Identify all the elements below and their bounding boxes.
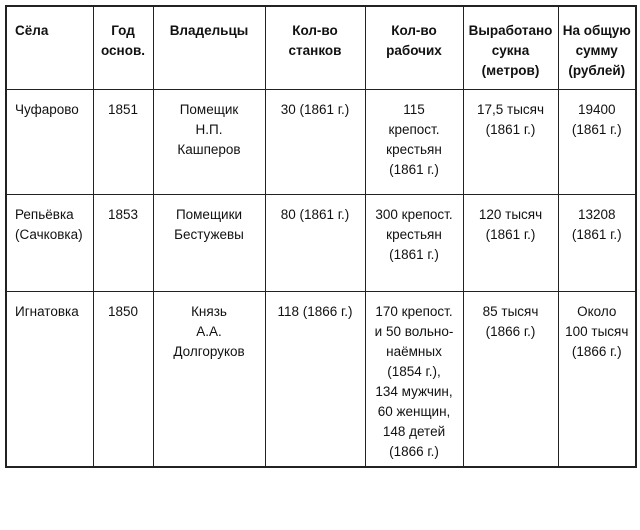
cell-looms: 30 (1861 г.) <box>265 90 365 195</box>
cell-year: 1850 <box>93 292 153 468</box>
cell-cloth: 120 тысяч (1861 г.) <box>463 195 558 292</box>
header-year-founded: Год основ. <box>93 6 153 90</box>
cell-looms: 118 (1866 г.) <box>265 292 365 468</box>
cell-village: Игнатовка <box>6 292 93 468</box>
cell-owner: Помещик Н.П. Кашперов <box>153 90 265 195</box>
cell-owner: Помещики Бестужевы <box>153 195 265 292</box>
header-villages: Сёла <box>6 6 93 90</box>
table-row <box>6 292 636 468</box>
header-workers: Кол-во рабочих <box>365 6 463 90</box>
header-owners: Владельцы <box>153 6 265 90</box>
cell-cloth: 17,5 тысяч (1861 г.) <box>463 90 558 195</box>
header-total-sum: На общую сумму (рублей) <box>558 6 636 90</box>
header-cloth-produced: Выработано сукна (метров) <box>463 6 558 90</box>
header-row <box>6 6 636 90</box>
cell-workers: 300 крепост. крестьян (1861 г.) <box>365 195 463 292</box>
cell-cloth: 85 тысяч (1866 г.) <box>463 292 558 468</box>
cell-workers: 170 крепост. и 50 вольно- наёмных (1854 г.), 134 мужчин, 60 женщин, 148 детей (1866 г.) <box>365 292 463 468</box>
factories-table <box>5 5 637 468</box>
cell-owner: Князь А.А. Долгоруков <box>153 292 265 468</box>
cell-village: Чуфарово <box>6 90 93 195</box>
cell-looms: 80 (1861 г.) <box>265 195 365 292</box>
cell-sum: 13208 (1861 г.) <box>558 195 636 292</box>
cell-workers: 115 крепост. крестьян (1861 г.) <box>365 90 463 195</box>
table-container <box>5 5 637 468</box>
cell-year: 1851 <box>93 90 153 195</box>
table-row <box>6 195 636 292</box>
cell-sum: Около 100 тысяч (1866 г.) <box>558 292 636 468</box>
cell-year: 1853 <box>93 195 153 292</box>
header-looms: Кол-во станков <box>265 6 365 90</box>
table-row <box>6 90 636 195</box>
cell-sum: 19400 (1861 г.) <box>558 90 636 195</box>
cell-village: Репьёвка (Сачковка) <box>6 195 93 292</box>
